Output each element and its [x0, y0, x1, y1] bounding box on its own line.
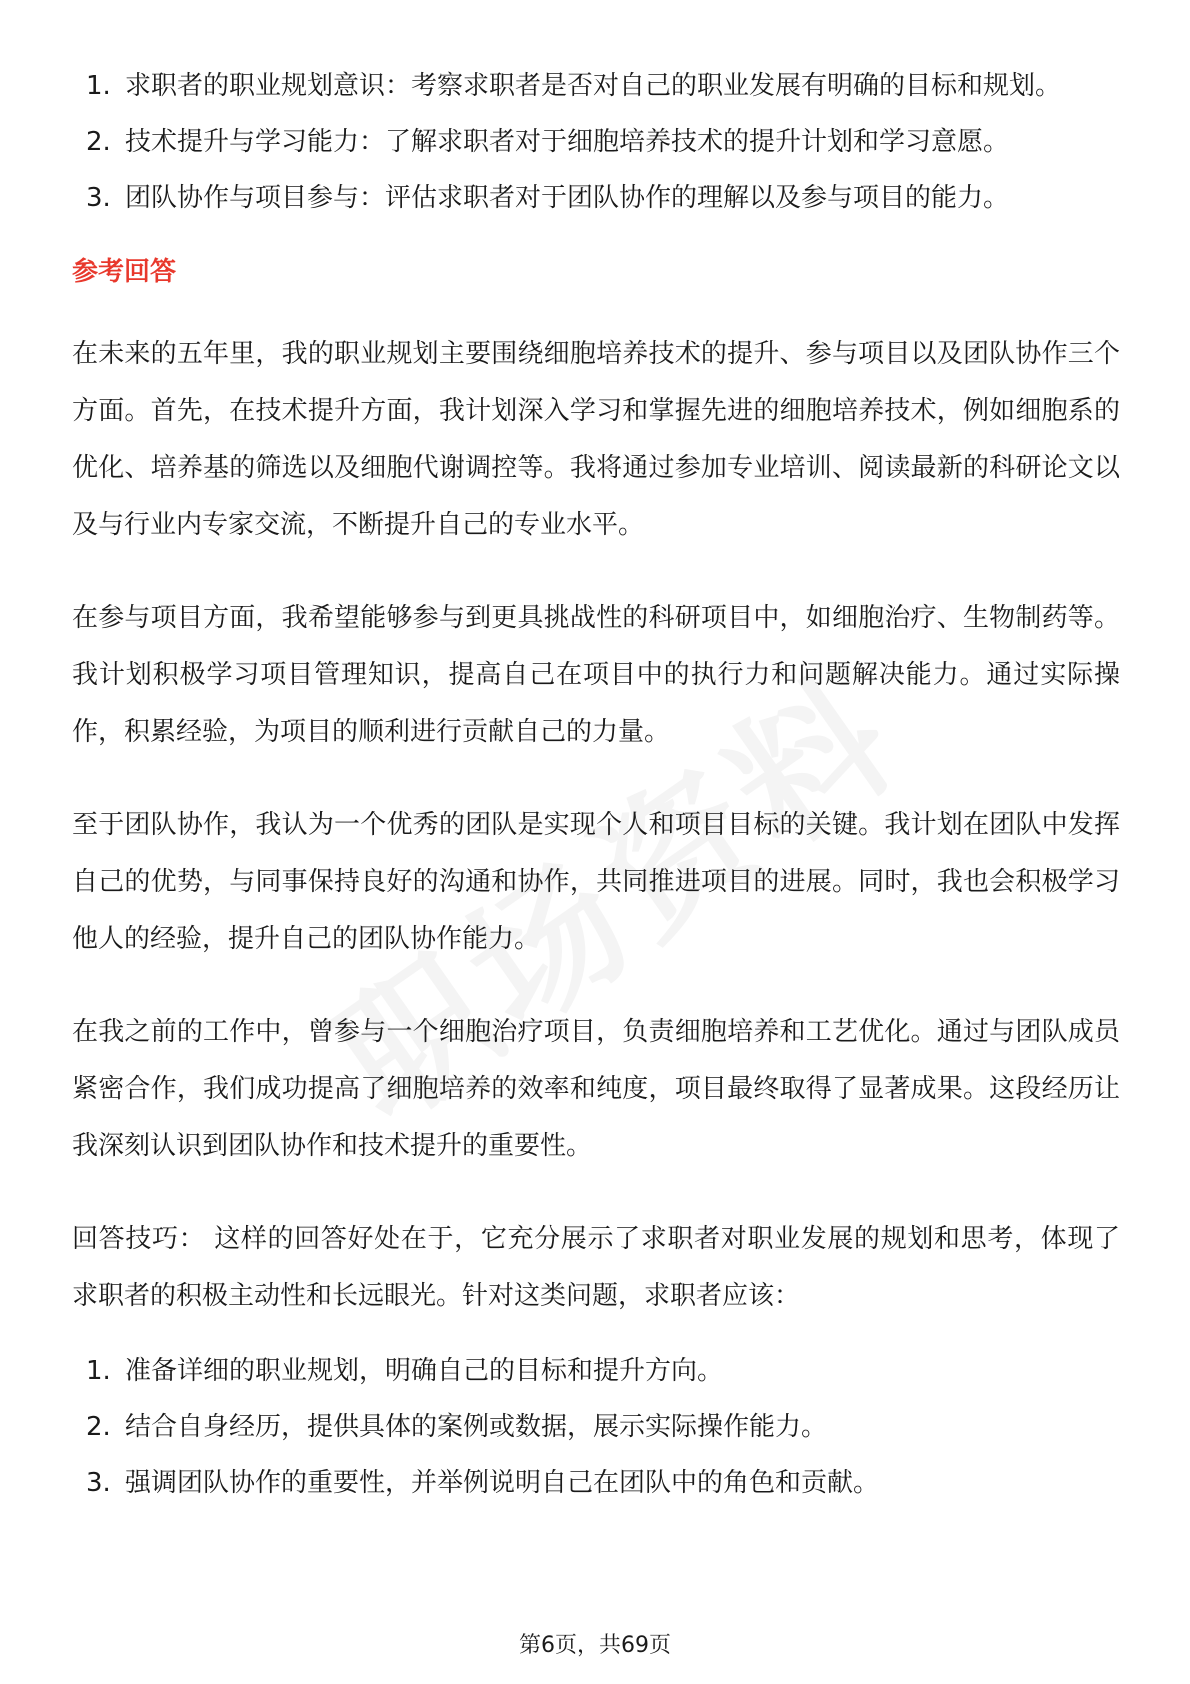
list-item	[72, 58, 1120, 114]
answer-paragraph: 在未来的五年里，我的职业规划主要围绕细胞培养技术的提升、参与项目以及团队协作三个方面。首先，在技术提升方面，我计划深入学习和掌握先进的细胞培养技术，例如细胞系的优化、培养基的筛选以及细胞代谢调控等。我将通过参加专业培训、阅读最新的科研论文以及与行业内专家交流，不断提升自己的专业水平。	[72, 339, 1120, 540]
list-text: 求职者的职业规划意识：考察求职者是否对自己的职业发展有明确的目标和规划。	[125, 71, 1062, 101]
list-item	[72, 1399, 1120, 1455]
answer-paragraph: 至于团队协作，我认为一个优秀的团队是实现个人和项目目标的关键。我计划在团队中发挥自己的优势，与同事保持良好的沟通和协作，共同推进项目的进展。同时，我也会积极学习他人的经验，提升自己的团队协作能力。	[72, 810, 1120, 954]
list-text: 准备详细的职业规划，明确自己的目标和提升方向。	[125, 1356, 724, 1386]
list-text: 结合自身经历，提供具体的案例或数据，展示实际操作能力。	[125, 1412, 828, 1442]
page-content	[72, 58, 1120, 1511]
section-title: 参考回答	[72, 257, 177, 287]
list-number: 3.	[86, 183, 111, 213]
list-text: 强调团队协作的重要性，并举例说明自己在团队中的角色和贡献。	[125, 1468, 880, 1498]
answer-paragraph: 在我之前的工作中，曾参与一个细胞治疗项目，负责细胞培养和工艺优化。通过与团队成员紧密合作，我们成功提高了细胞培养的效率和纯度，项目最终取得了显著成果。这段经历让我深刻认识到团队协作和技术提升的重要性。	[72, 1017, 1120, 1161]
list-number: 1.	[86, 1356, 111, 1386]
list-number: 2.	[86, 127, 111, 157]
list-item	[72, 170, 1120, 226]
answer-tip: 回答技巧： 这样的回答好处在于，它充分展示了求职者对职业发展的规划和思考，体现了求职者的积极主动性和长远眼光。针对这类问题，求职者应该：	[72, 1224, 1120, 1311]
list-text: 团队协作与项目参与：评估求职者对于团队协作的理解以及参与项目的能力。	[125, 183, 1010, 213]
answer-paragraph: 在参与项目方面，我希望能够参与到更具挑战性的科研项目中，如细胞治疗、生物制药等。我计划积极学习项目管理知识，提高自己在项目中的执行力和问题解决能力。通过实际操作，积累经验，为项目的顺利进行贡献自己的力量。	[72, 603, 1120, 747]
tip-list	[72, 1343, 1120, 1511]
list-item	[72, 1343, 1120, 1399]
list-item	[72, 1455, 1120, 1511]
page-footer: 第6页，共69页	[519, 1633, 671, 1658]
list-number: 1.	[86, 71, 111, 101]
evaluation-points-list	[72, 58, 1120, 226]
list-number: 2.	[86, 1412, 111, 1442]
list-text: 技术提升与学习能力：了解求职者对于细胞培养技术的提升计划和学习意愿。	[125, 127, 1010, 157]
list-item	[72, 114, 1120, 170]
list-number: 3.	[86, 1468, 111, 1498]
